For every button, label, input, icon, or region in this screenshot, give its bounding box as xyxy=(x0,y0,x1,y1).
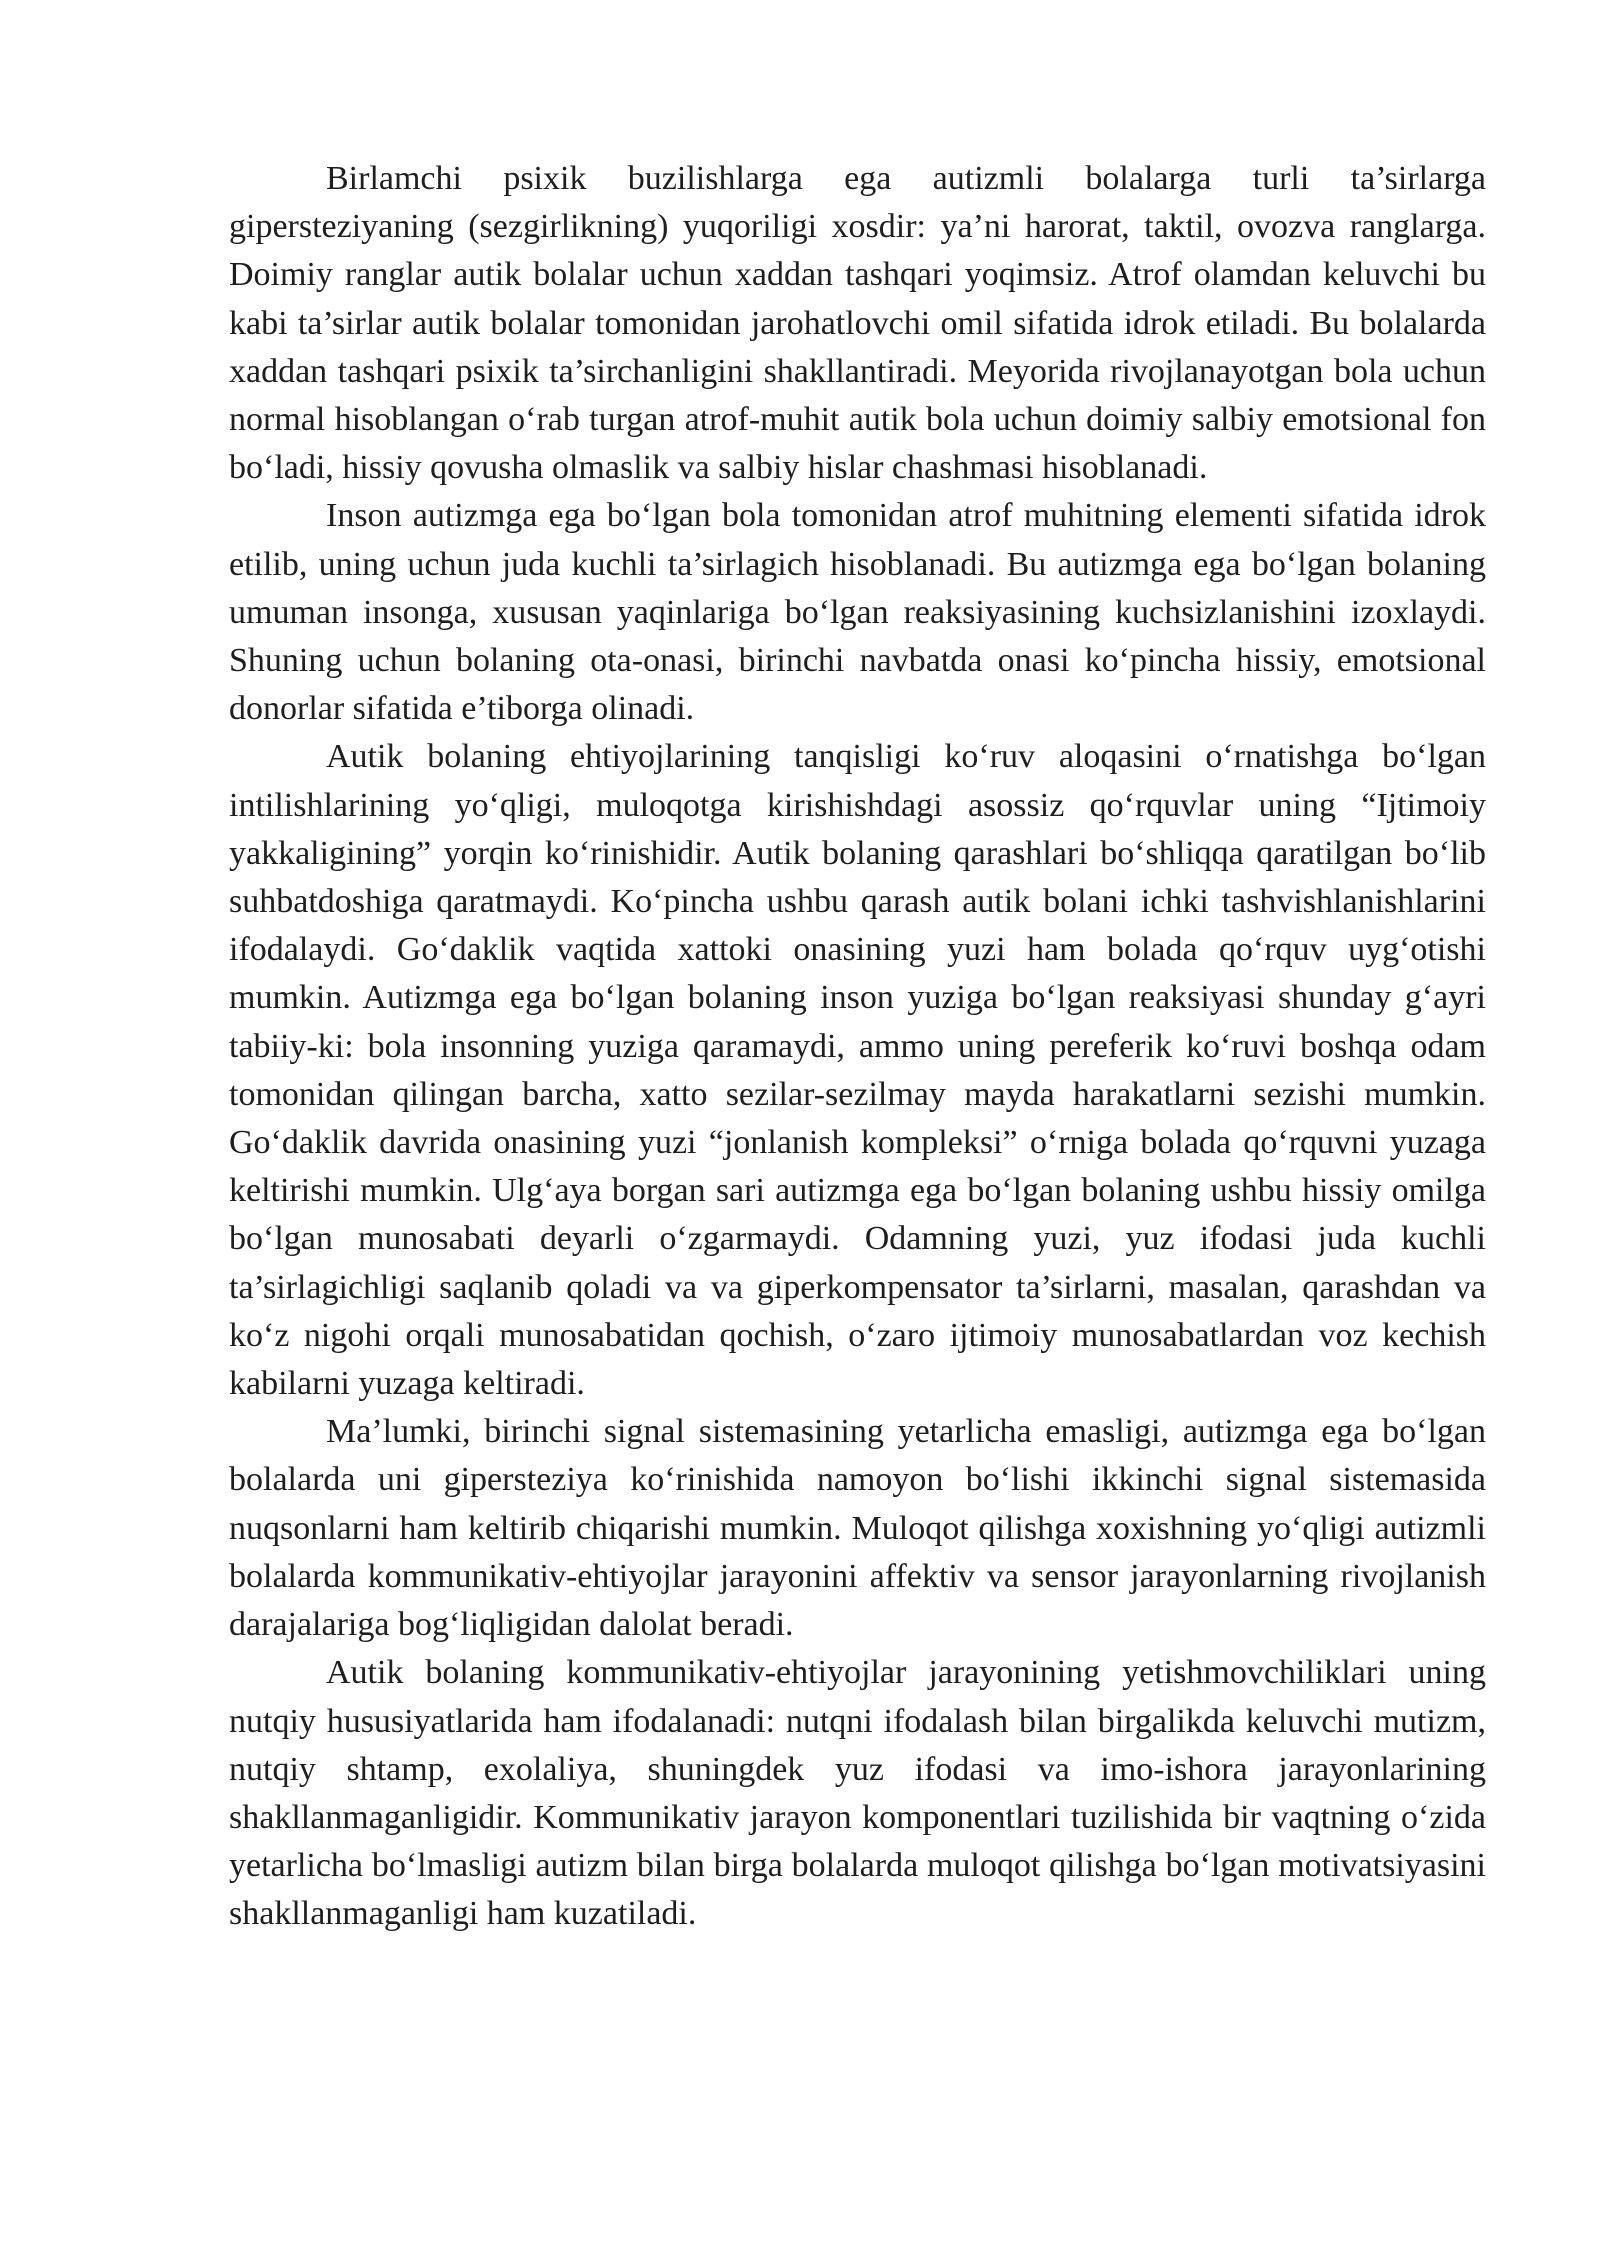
paragraph-signal-system: Ma’lumki, birinchi signal sistemasining yetarlicha emasligi, autizmga ega bo‘lgan bolalarda uni giperstеziya ko‘rinishida namoyon bo‘lishi ikkinchi signal sistemasida nuqsonlarni ham keltirib chiqarishi mumkin. Muloqot qilishga xoxishning yo‘qligi autizmli bolalarda kommunikativ-ehtiyojlar jarayonini affektiv va sensor jarayonlarning rivojlanish darajalariga bog‘liqligidan dalolat beradi. xyxy=(229,1413,1486,1644)
paragraph-person-as-stimulus: Inson autizmga ega bo‘lgan bola tomonidan atrof muhitning elementi sifatida idrok etilib, uning uchun juda kuchli ta’sirlagich hisoblanadi. Bu autizmga ega bo‘lgan bolaning umuman insonga, xususan yaqinlariga bo‘lgan reaksiyasining kuchsizlanishini izoxlaydi. Shuning uchun bolaning ota-onasi, birinchi navbatda onasi ko‘pincha hissiy, emotsional donorlar sifatida e’tiborga olinadi. xyxy=(229,497,1486,728)
paragraph-social-isolation: Autik bolaning ehtiyojlarining tanqisligi ko‘ruv aloqasini o‘rnatishga bo‘lgan intilishlarining yo‘qligi, muloqotga kirishishdagi asossiz qo‘rquvlar uning “Ijtimoiy yakkaligining” yorqin ko‘rinishidir. Autik bolaning qarashlari bo‘shliqqa qaratilgan bo‘lib suhbatdoshiga qaratmaydi. Ko‘pincha ushbu qarash autik bolani ichki tashvishlanishlarini ifodalaydi. Go‘daklik vaqtida xattoki onasining yuzi ham bolada qo‘rquv uyg‘otishi mumkin. Autizmga ega bo‘lgan bolaning inson yuziga bo‘lgan reaksiyasi shunday g‘ayri tabiiy-ki: bola insonning yuziga qaramaydi, ammo uning pereferik ko‘ruvi boshqa odam tomonidan qilingan barcha, xatto sezilar-sezilmay mayda harakatlarni sezishi mumkin. Go‘daklik davrida onasining yuzi “jonlanish kompleksi” o‘rniga bolada qo‘rquvni yuzaga keltirishi mumkin. Ulg‘aya borgan sari autizmga ega bo‘lgan bolaning ushbu hissiy omilga bo‘lgan munosabati deyarli o‘zgarmaydi. Odamning yuzi, yuz ifodasi juda kuchli ta’sirlagichligi saqlanib qoladi va va giperkompensator ta’sirlarni, masalan, qarashdan va ko‘z nigohi orqali munosabatidan qochish, o‘zaro ijtimoiy munosabatlardan voz kechish kabilarni yuzaga keltiradi. xyxy=(229,738,1486,1403)
paragraph-hyperesthesia: Birlamchi psixik buzilishlarga ega autizmli bolalarga turli ta’sirlarga giperstеziyaning (sezgirlikning) yuqoriligi xosdir: ya’ni harorat, taktil, ovozva ranglarga. Doimiy ranglar autik bolalar uchun xaddan tashqari yoqimsiz. Atrof olamdan keluvchi bu kabi ta’sirlar autik bolalar tomonidan jarohatlovchi omil sifatida idrok etiladi. Bu bolalarda xaddan tashqari psixik ta’sirchanligini shakllantiradi. Meyorida rivojlanayotgan bola uchun normal hisoblangan o‘rab turgan atrof-muhit autik bola uchun doimiy salbiy emotsional fon bo‘ladi, hissiy qovusha olmaslik va salbiy hislar chashmasi hisoblanadi. xyxy=(229,160,1486,487)
document-body xyxy=(229,155,1486,1939)
paragraph-communication-needs: Autik bolaning kommunikativ-ehtiyojlar jarayonining yetishmovchiliklari uning nutqiy hususiyatlarida ham ifodalanadi: nutqni ifodalash bilan birgalikda keluvchi mutizm, nutqiy shtamp, exolaliya, shuningdek yuz ifodasi va imo-ishora jarayonlarining shakllanmaganligidir. Kommunikativ jarayon komponentlari tuzilishida bir vaqtning o‘zida yetarlicha bo‘lmasligi autizm bilan birga bolalarda muloqot qilishga bo‘lgan motivatsiyasini shakllanmaganligi ham kuzatiladi. xyxy=(229,1654,1486,1933)
